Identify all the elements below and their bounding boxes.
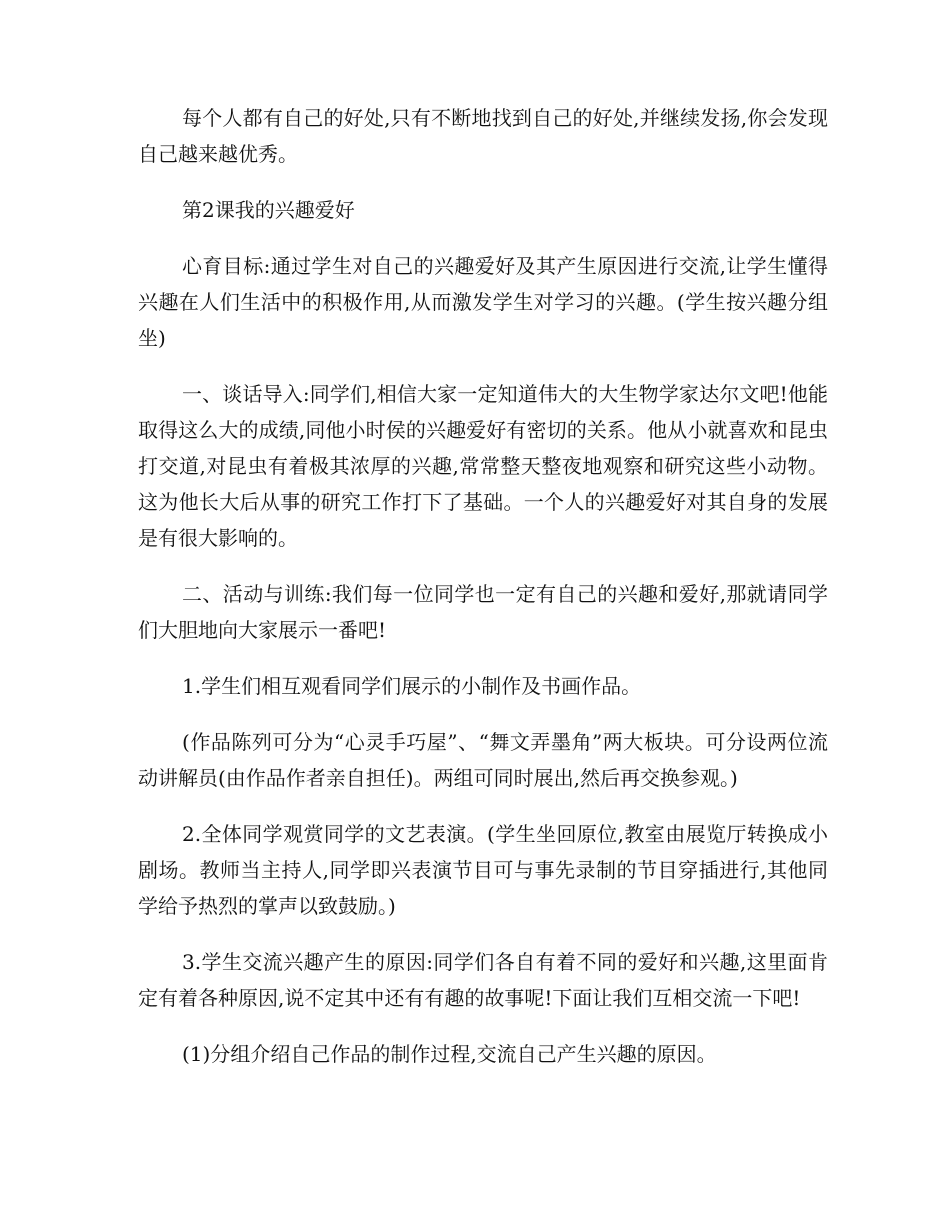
paragraph-goal: 心育目标:通过学生对自己的兴趣爱好及其产生原因进行交流,让学生懂得兴趣在人们生活中的积极作用,从而激发学生对学习的兴趣。(学生按兴趣分组坐) <box>138 254 828 350</box>
paragraph-item-1: 1.学生们相互观看同学们展示的小制作及书画作品。 <box>182 674 642 698</box>
paragraph-item-2: 2.全体同学观赏同学的文艺表演。(学生坐回原位,教室由展览厅转换成小剧场。教师当主持人,同学即兴表演节目可与事先录制的节目穿插进行,其他同学给予热烈的掌声以致鼓励。) <box>138 822 828 918</box>
paragraph-intro-conclusion: 每个人都有自己的好处,只有不断地找到自己的好处,并继续发扬,你会发现自己越来越优秀。 <box>138 106 828 166</box>
paragraph-section-one: 一、谈话导入:同学们,相信大家一定知道伟大的大生物学家达尔文吧!他能取得这么大的成绩,同他小时侯的兴趣爱好有密切的关系。他从小就喜欢和昆虫打交道,对昆虫有着极其浓厚的兴趣,常常整天整夜地观察和研究这些小动物。这为他长大后从事的研究工作打下了基础。一个人的兴趣爱好对其自身的发展是有很大影响的。 <box>138 382 828 550</box>
paragraph-item-3: 3.学生交流兴趣产生的原因:同学们各自有着不同的爱好和兴趣,这里面肯定有着各种原因,说不定其中还有有趣的故事呢!下面让我们互相交流一下吧! <box>138 950 828 1010</box>
document-body <box>138 100 828 1092</box>
paragraph-section-two: 二、活动与训练:我们每一位同学也一定有自己的兴趣和爱好,那就请同学们大胆地向大家展示一番吧! <box>138 582 828 642</box>
paragraph-item-1-note: (作品陈列可分为“心灵手巧屋”、“舞文弄墨角”两大板块。可分设两位流动讲解员(由作品作者亲自担任)。两组可同时展出,然后再交换参观。) <box>138 730 828 790</box>
lesson-title: 第2课我的兴趣爱好 <box>182 198 355 222</box>
paragraph-item-3-sub-1: (1)分组介绍自己作品的制作过程,交流自己产生兴趣的原因。 <box>182 1042 717 1066</box>
